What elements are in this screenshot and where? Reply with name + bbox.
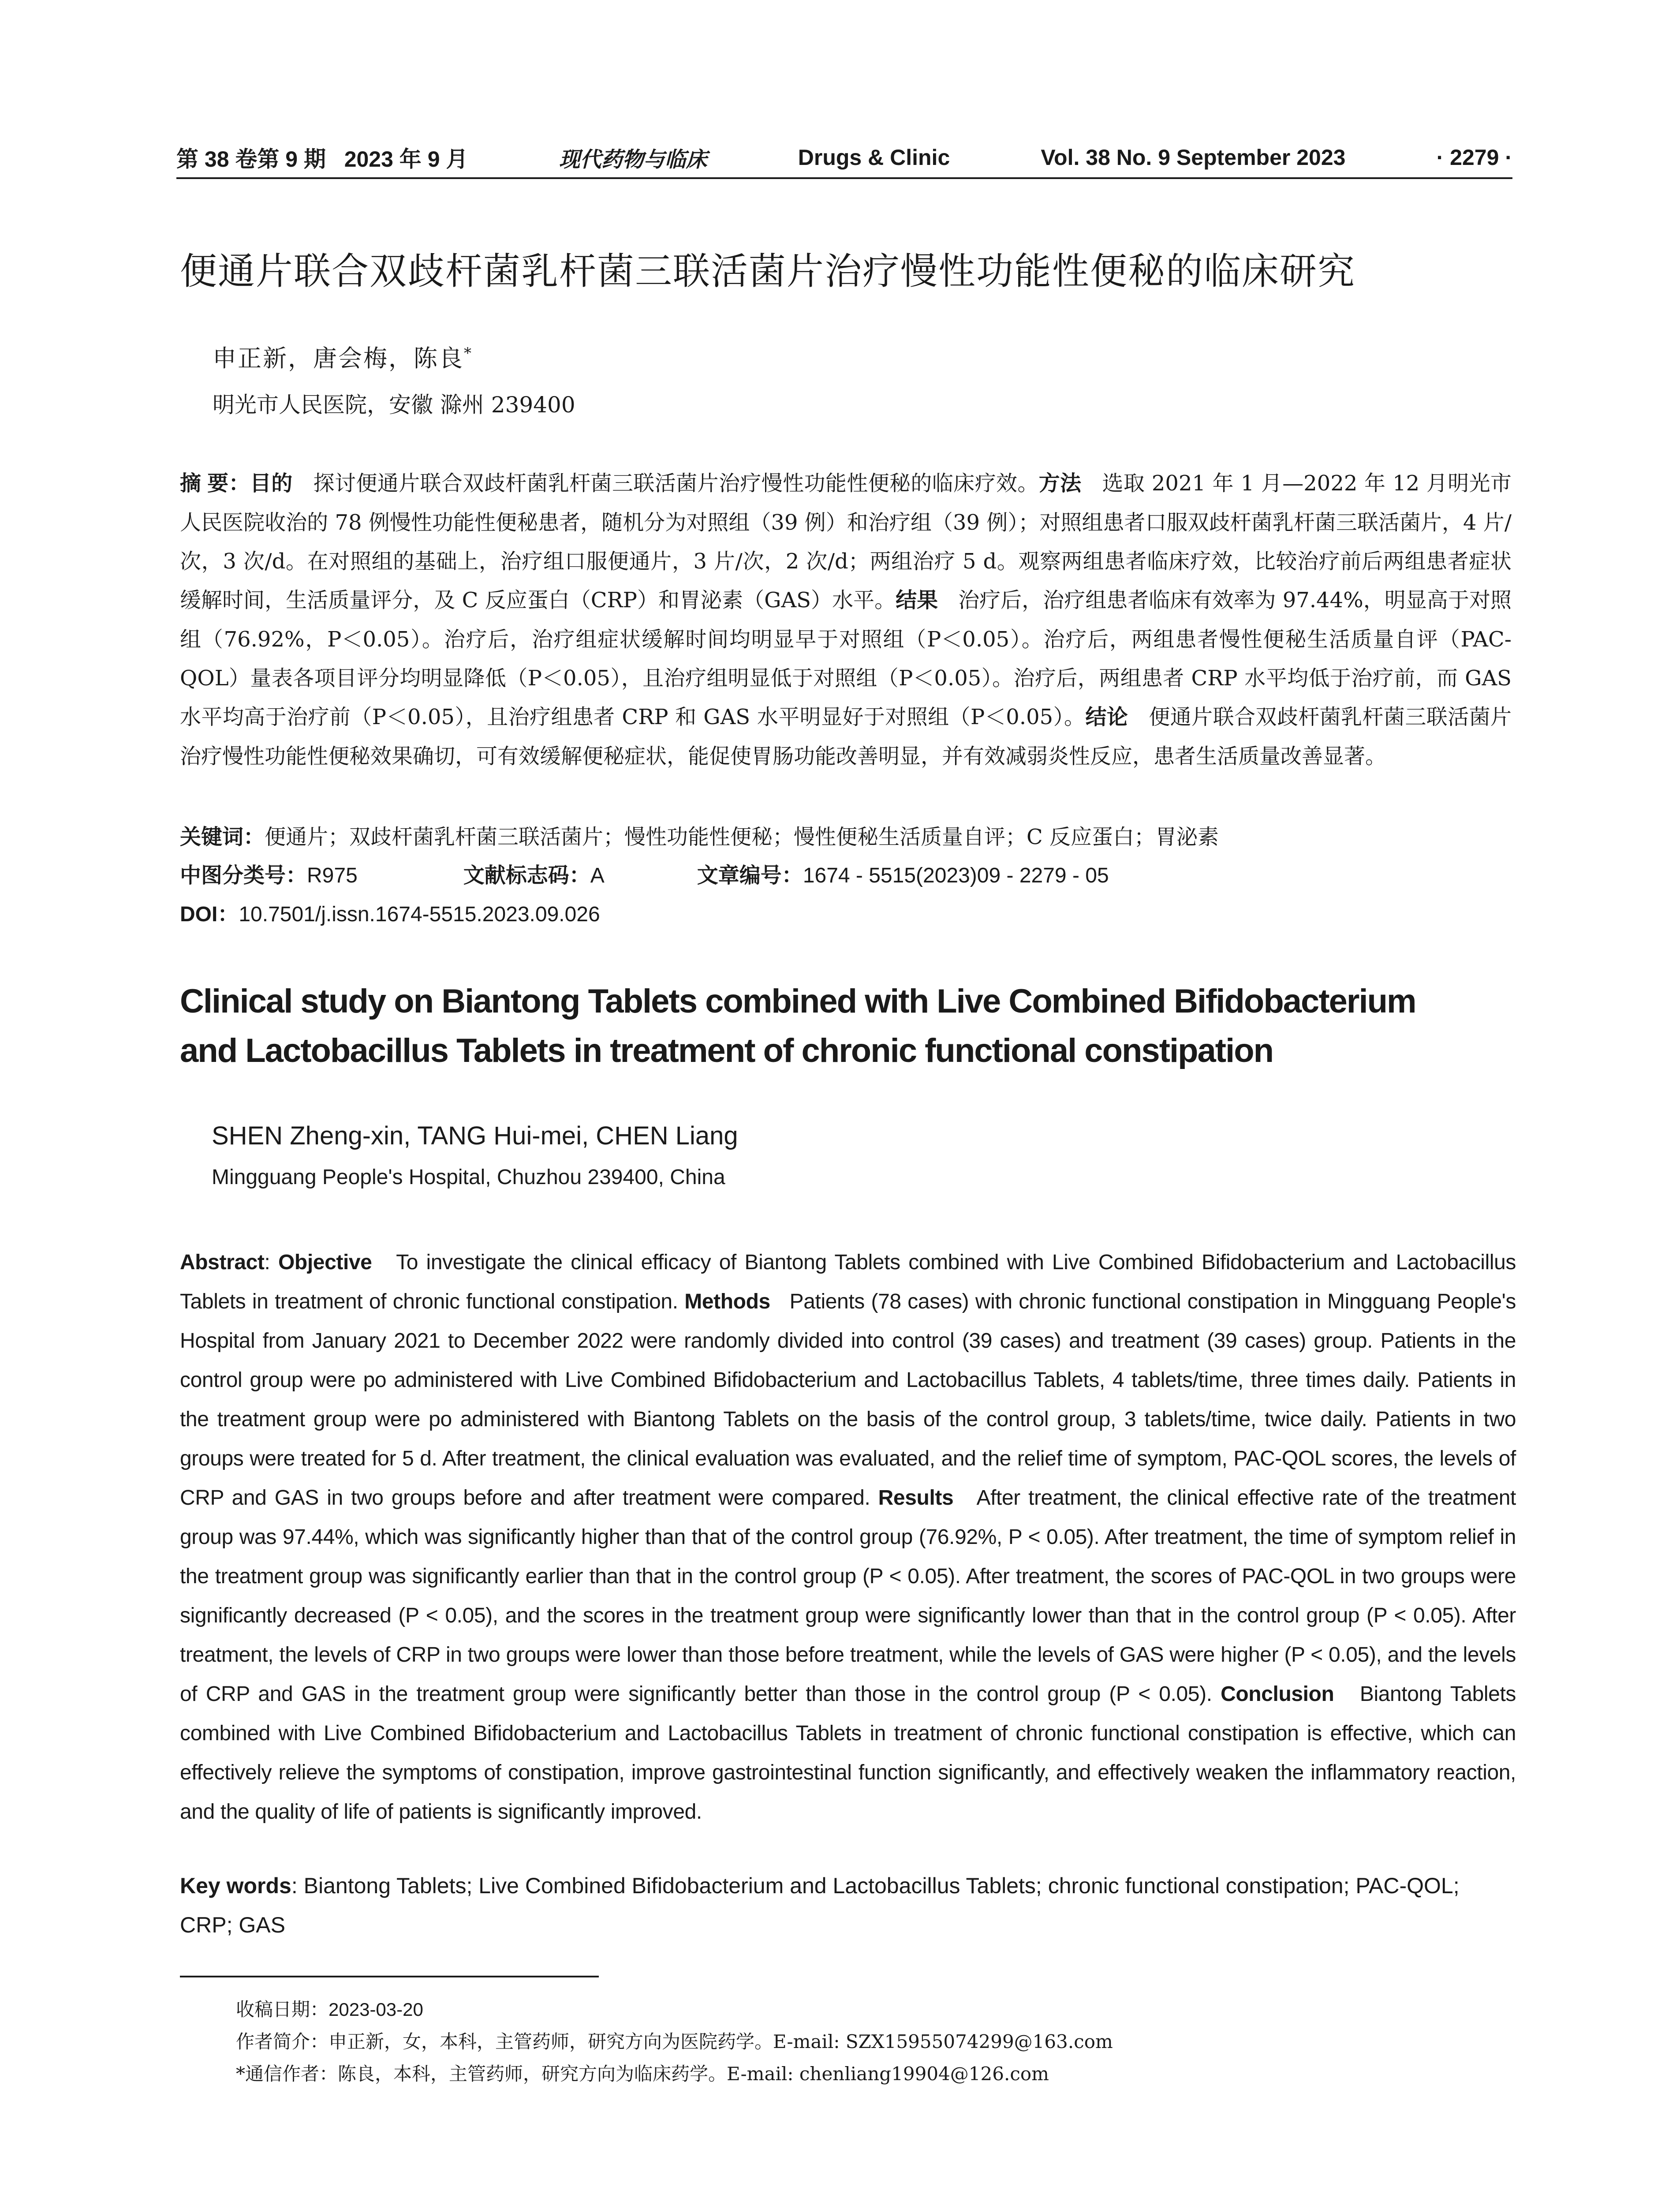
received-value: 2023-03-20 bbox=[329, 1999, 423, 2020]
footnote-received bbox=[236, 1995, 423, 2022]
cn-authors bbox=[213, 340, 473, 374]
en-objective-label: Objective bbox=[278, 1251, 372, 1274]
cn-author-names: 申正新，唐会梅，陈良 bbox=[213, 344, 464, 372]
cn-doi-label: DOI： bbox=[180, 903, 239, 926]
cn-clc-value: R975 bbox=[307, 864, 358, 887]
en-results-text: After treatment, the clinical effective rate of the treatment group was 97.44%, which was significantly higher than that of the control group (76.92%, P < 0.05). After treatment, the time of symptom relief in the treatment group was significantly earlier than that in the control group (P < 0.05). After treatment, the scores of PAC-QOL in two groups were significantly decreased (P < 0.05), and the scores in the treatment group were significantly lower than that in the control group (P < 0.05). After treatment, the levels of CRP in two groups were lower than those before treatment, while the levels of GAS were higher (P < 0.05), and the levels of CRP and GAS in the treatment group were significantly better than those in the control group (P < 0.05). bbox=[180, 1486, 1516, 1706]
en-affiliation: Mingguang People's Hospital, Chuzhou 239400, China bbox=[212, 1166, 725, 1189]
cn-abstract bbox=[180, 464, 1512, 776]
received-label: 收稿日期： bbox=[236, 1999, 329, 2020]
en-conclusion-label: Conclusion bbox=[1221, 1682, 1334, 1706]
cn-results-text: 治疗后，治疗组患者临床有效率为 97.44%，明显高于对照组（76.92%，P＜0.05）。治疗后，治疗组症状缓解时间均明显早于对照组（P＜0.05）。治疗后，两组患者慢性便秘生活质量自评（PAC-QOL）量表各项目评分均明显降低（P＜0.05），且治疗组明显低于对照组（P＜0.05）。治疗后，两组患者 CRP 水平均低于治疗前，而 GAS 水平均高于治疗前（P＜0.05），且治疗组患者 CRP 和 GAS 水平明显好于对照组（P＜0.05）。 bbox=[180, 588, 1512, 729]
bio-label: 作者简介： bbox=[236, 2031, 329, 2052]
en-title-line2: and Lactobacillus Tablets in treatment of chronic functional constipation bbox=[180, 1032, 1273, 1069]
running-header bbox=[176, 138, 1512, 179]
cn-results-label: 结果 bbox=[896, 589, 938, 612]
cn-objective-text: 探讨便通片联合双歧杆菌乳杆菌三联活菌片治疗慢性功能性便秘的临床疗效。 bbox=[313, 471, 1039, 496]
cn-methods-text: 选取 2021 年 1 月—2022 年 12 月明光市人民医院收治的 78 例慢性功能性便秘患者，随机分为对照组（39 例）和治疗组（39 例）；对照组患者口服双歧杆菌乳杆菌三联活菌片，4 片/次，3 次/d。在对照组的基础上，治疗组口服便通片，3 片/次，2 次/d；两组治疗 5 d。观察两组患者临床疗效，比较治疗前后两组患者症状缓解时间，生活质量评分，及 C 反应蛋白（CRP）和胃泌素（GAS）水平。 bbox=[180, 471, 1512, 613]
footnote-author-bio bbox=[236, 2027, 1113, 2054]
header-date-cn: 2023 年 9 月 bbox=[344, 147, 468, 172]
cn-keywords-label: 关键词： bbox=[180, 826, 265, 849]
en-methods-text: Patients (78 cases) with chronic functional constipation in Mingguang People's Hospital from January 2021 to December 2022 were randomly divided into control (39 cases) and treatment (39 cases) group. Patients in the control group were po administered with Live Combined Bifidobacterium and Lactobacillus Tablets, 4 tablets/time, three times daily. Patients in the treatment group were po administered with Biantong Tablets on the basis of the control group, 3 tablets/time, twice daily. Patients in two groups were treated for 5 d. After treatment, the clinical evaluation was evaluated, and the relief time of symptom, PAC-QOL scores, the levels of CRP and GAS in two groups before and after treatment were compared. bbox=[180, 1290, 1516, 1510]
footnote-divider bbox=[180, 1976, 599, 1977]
en-title-line1: Clinical study on Biantong Tablets combined with Live Combined Bifidobacterium bbox=[180, 983, 1416, 1020]
en-authors: SHEN Zheng-xin, TANG Hui-mei, CHEN Liang bbox=[212, 1121, 738, 1150]
cn-classification bbox=[180, 856, 1512, 895]
en-keywords: Key words: Biantong Tablets; Live Combined Bifidobacterium and Lactobacillus Tablets; chronic functional constipation; PAC-QOL; CRP; GAS bbox=[180, 1873, 1460, 1937]
en-results-label: Results bbox=[878, 1486, 954, 1510]
en-objective-text: To investigate the clinical efficacy of Biantong Tablets combined with Live Combined Bifidobacterium and Lactobacillus Tablets in treatment of chronic functional constipation. bbox=[180, 1251, 1516, 1313]
en-abstract: Abstract: Objective To investigate the clinical efficacy of Biantong Tablets combined with Live Combined Bifidobacterium and Lactobacillus Tablets in treatment of chronic functional constipation. Methods Patients (78 cases) with chronic functional constipation in Mingguang People's Hospital from January 2021 to December 2022 were randomly divided into control (39 cases) and treatment (39 cases) group. Patients in the control group were po administered with Live Combined Bifidobacterium and Lactobacillus Tablets, 4 tablets/time, three times daily. Patients in the treatment group were po administered with Biantong Tablets on the basis of the control group, 3 tablets/time, twice daily. Patients in two groups were treated for 5 d. After treatment, the clinical evaluation was evaluated, and the relief time of symptom, PAC-QOL scores, the levels of CRP and GAS in two groups before and after treatment were compared. Results After treatment, the clinical effective rate of the treatment group was 97.44%, which was significantly higher than that of the control group (76.92%, P < 0.05). After treatment, the time of symptom relief in the treatment group was significantly earlier than that in the control group (P < 0.05). After treatment, the scores of PAC-QOL in two groups were significantly decreased (P < 0.05), and the scores in the treatment group were significantly lower than that in the control group (P < 0.05). After treatment, the levels of CRP in two groups were lower than those before treatment, while the levels of GAS were higher (P < 0.05), and the levels of CRP and GAS in the treatment group were significantly better than those in the control group (P < 0.05). Conclusion Biantong Tablets combined with Live Combined Bifidobacterium and Lactobacillus Tablets in treatment of chronic functional constipation is effective, which can effectively relieve the symptoms of constipation, improve gastrointestinal function significantly, and effectively weaken the inflammatory reaction, and the quality of life of patients is significantly improved. bbox=[180, 1251, 1516, 1824]
cn-article-no-label: 文章编号： bbox=[697, 864, 803, 887]
en-methods-label: Methods bbox=[684, 1290, 770, 1313]
en-keywords-label: Key words bbox=[180, 1873, 291, 1898]
cn-doi bbox=[180, 895, 1512, 934]
cn-keywords-text: 便通片；双歧杆菌乳杆菌三联活菌片；慢性功能性便秘；慢性便秘生活质量自评；C 反应蛋白；胃泌素 bbox=[265, 825, 1219, 849]
bio-value: 申正新，女，本科，主管药师，研究方向为医院药学。E-mail: SZX15955074299@163.com bbox=[329, 2031, 1113, 2052]
header-volume-cn: 第 38 卷第 9 期 bbox=[176, 147, 326, 172]
en-conclusion-text: Biantong Tablets combined with Live Combined Bifidobacterium and Lactobacillus Tablets in treatment of chronic functional constipation is effective, which can effectively relieve the symptoms of constipation, improve gastrointestinal function significantly, and effectively weaken the inflammatory reaction, and the quality of life of patients is significantly improved. bbox=[180, 1682, 1516, 1824]
corresponding-mark: * bbox=[464, 344, 473, 362]
cn-title: 便通片联合双歧杆菌乳杆菌三联活菌片治疗慢性功能性便秘的临床研究 bbox=[180, 250, 1356, 292]
en-keywords-text: Biantong Tablets; Live Combined Bifidobacterium and Lactobacillus Tablets; chronic functional constipation; PAC-QOL; CRP; GAS bbox=[180, 1873, 1460, 1937]
cn-objective-label: 目的 bbox=[250, 472, 293, 495]
corr-value: 陈良，本科，主管药师，研究方向为临床药学。E-mail: chenliang19904@126.com bbox=[338, 2063, 1049, 2085]
header-journal-cn: 现代药物与临床 bbox=[559, 147, 707, 172]
footnote-corresponding bbox=[236, 2059, 1049, 2086]
cn-clc-label: 中图分类号： bbox=[180, 864, 307, 887]
en-title bbox=[180, 977, 1516, 1076]
cn-keywords bbox=[180, 818, 1512, 857]
header-volume-en: Vol. 38 No. 9 September 2023 bbox=[1041, 145, 1346, 170]
cn-abstract-label: 摘 要： bbox=[180, 472, 250, 495]
cn-doc-code-label: 文献标志码： bbox=[463, 864, 590, 887]
cn-conclusion-text: 便通片联合双歧杆菌乳杆菌三联活菌片治疗慢性功能性便秘效果确切，可有效缓解便秘症状，能促使胃肠功能改善明显，并有效减弱炎性反应，患者生活质量改善显著。 bbox=[180, 705, 1512, 769]
corr-label: *通信作者： bbox=[236, 2063, 338, 2085]
cn-doi-value: 10.7501/j.issn.1674-5515.2023.09.026 bbox=[239, 903, 600, 926]
header-journal-en: Drugs & Clinic bbox=[798, 145, 950, 170]
cn-conclusion-label: 结论 bbox=[1085, 706, 1128, 729]
en-abstract-label: Abstract bbox=[180, 1251, 265, 1274]
cn-methods-label: 方法 bbox=[1038, 472, 1082, 495]
cn-doc-code-value: A bbox=[590, 864, 605, 887]
header-volume-date bbox=[176, 142, 468, 173]
header-page-number: · 2279 · bbox=[1436, 145, 1512, 170]
cn-article-no-value: 1674 - 5515(2023)09 - 2279 - 05 bbox=[803, 864, 1109, 887]
cn-affiliation: 明光市人民医院，安徽 滁州 239400 bbox=[213, 392, 575, 418]
